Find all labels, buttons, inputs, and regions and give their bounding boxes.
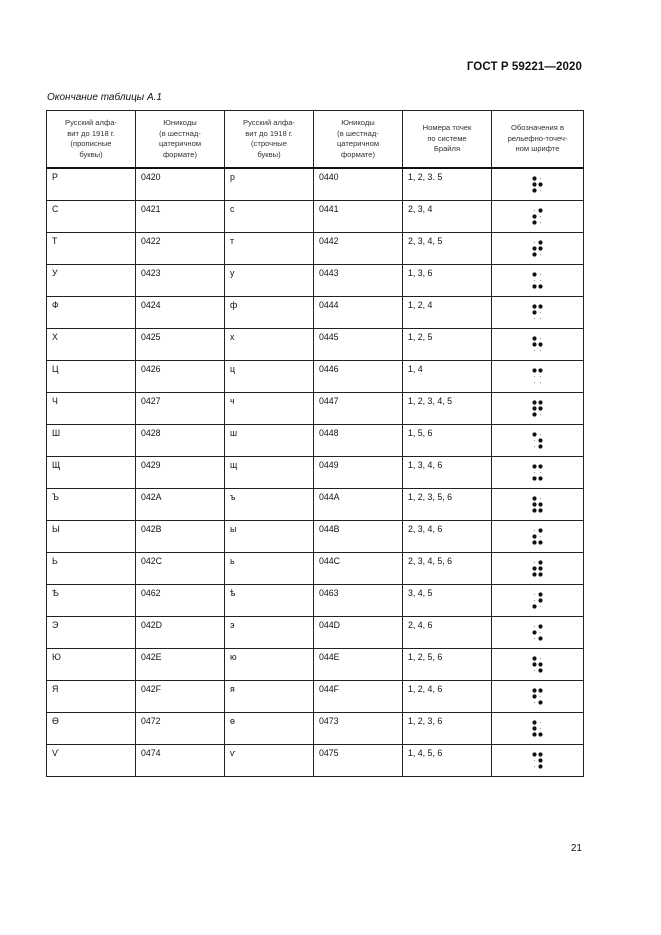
lowercase-letter-cell: р [225,168,314,201]
uppercase-letter-cell: Ъ [47,489,136,521]
braille-dot-flat [533,625,534,626]
uppercase-unicode-cell: 0426 [136,361,225,393]
braille-symbol [531,623,545,643]
braille-dot-raised [538,304,542,308]
braille-dot-raised [532,432,536,436]
braille-symbol [531,399,545,419]
table-row [47,617,584,649]
braille-dot-raised [538,624,542,628]
dot-numbers-cell: 1, 2, 4 [403,297,492,329]
braille-dot-raised [532,246,536,250]
braille-dot-raised [538,502,542,506]
braille-dot-raised [538,592,542,596]
braille-dot-raised [532,342,536,346]
lowercase-unicode-cell: 0443 [314,265,403,297]
braille-dot-raised [532,284,536,288]
braille-dot-flat [539,311,540,312]
braille-symbol-cell [492,521,584,553]
braille-dot-raised [532,464,536,468]
braille-dot-raised [532,182,536,186]
table-row [47,489,584,521]
lowercase-unicode-cell: 0475 [314,745,403,777]
braille-symbol [531,495,545,515]
braille-symbol [531,335,545,355]
dot-numbers-cell: 2, 3, 4 [403,201,492,233]
braille-dot-raised [532,272,536,276]
braille-dot-flat [533,349,534,350]
braille-dot-raised [538,572,542,576]
braille-dot-raised [538,246,542,250]
braille-dot-flat [533,759,534,760]
table-caption: Окончание таблицы А.1 [47,92,162,103]
braille-dot-raised [538,566,542,570]
uppercase-unicode-cell: 042D [136,617,225,649]
braille-dot-raised [532,220,536,224]
braille-dot-flat [539,605,540,606]
lowercase-letter-cell: ю [225,649,314,681]
braille-dot-flat [539,727,540,728]
lowercase-letter-cell: ъ [225,489,314,521]
braille-symbol [531,303,545,323]
table-row [47,265,584,297]
uppercase-unicode-cell: 042F [136,681,225,713]
braille-dot-raised [538,182,542,186]
braille-dot-raised [538,438,542,442]
dot-numbers-cell: 1, 2, 3, 5, 6 [403,489,492,521]
braille-symbol [531,431,545,451]
braille-symbol-cell [492,649,584,681]
braille-dot-raised [538,758,542,762]
uppercase-letter-cell: Ѵ [47,745,136,777]
braille-dot-flat [539,497,540,498]
braille-symbol [531,687,545,707]
lowercase-unicode-cell: 0440 [314,168,403,201]
lowercase-unicode-cell: 0463 [314,585,403,617]
braille-dot-flat [539,375,540,376]
table-row [47,649,584,681]
lowercase-letter-cell: ь [225,553,314,585]
uppercase-letter-cell: Ц [47,361,136,393]
uppercase-letter-cell: Ф [47,297,136,329]
lowercase-letter-cell: э [225,617,314,649]
uppercase-letter-cell: У [47,265,136,297]
uppercase-unicode-cell: 042B [136,521,225,553]
braille-dot-flat [539,279,540,280]
uppercase-letter-cell: Э [47,617,136,649]
braille-symbol [531,463,545,483]
table-row [47,201,584,233]
braille-dot-flat [539,273,540,274]
braille-dot-flat [539,433,540,434]
braille-dot-flat [539,657,540,658]
braille-dot-raised [532,656,536,660]
lowercase-letter-cell: щ [225,457,314,489]
lowercase-letter-cell: т [225,233,314,265]
dot-numbers-cell: 1, 2, 3. 5 [403,168,492,201]
braille-dot-raised [538,508,542,512]
braille-dot-raised [538,700,542,704]
braille-dot-raised [532,252,536,256]
braille-dot-raised [532,534,536,538]
braille-dot-raised [532,412,536,416]
braille-dot-flat [533,701,534,702]
lowercase-unicode-cell: 0447 [314,393,403,425]
braille-dot-raised [532,476,536,480]
uppercase-letter-cell: Щ [47,457,136,489]
uppercase-unicode-cell: 0425 [136,329,225,361]
braille-symbol [531,527,545,547]
braille-dot-flat [533,375,534,376]
uppercase-unicode-cell: 0462 [136,585,225,617]
braille-dot-raised [538,342,542,346]
braille-dot-flat [533,593,534,594]
braille-symbol-cell [492,329,584,361]
uppercase-unicode-cell: 0422 [136,233,225,265]
braille-dot-flat [533,241,534,242]
lowercase-letter-cell: ш [225,425,314,457]
braille-dot-flat [533,445,534,446]
braille-dot-raised [532,752,536,756]
braille-dot-flat [533,209,534,210]
dot-numbers-cell: 2, 4, 6 [403,617,492,649]
braille-dot-raised [532,540,536,544]
braille-dot-flat [539,189,540,190]
table-row [47,425,584,457]
braille-symbol-cell [492,425,584,457]
braille-symbol-cell [492,553,584,585]
braille-dot-raised [538,732,542,736]
document-code: ГОСТ Р 59221—2020 [466,61,582,73]
column-header: Обозначения в рельефно-точеч- ном шрифте [492,111,584,169]
uppercase-letter-cell: Р [47,168,136,201]
braille-dot-raised [532,400,536,404]
lowercase-unicode-cell: 044D [314,617,403,649]
braille-dot-flat [533,317,534,318]
uppercase-letter-cell: Т [47,233,136,265]
lowercase-unicode-cell: 044B [314,521,403,553]
dot-numbers-cell: 2, 3, 4, 5 [403,233,492,265]
braille-dot-flat [533,529,534,530]
braille-symbol-cell [492,457,584,489]
lowercase-unicode-cell: 0441 [314,201,403,233]
column-header: Русский алфа- вит до 1918 г. (строчные буквы) [225,111,314,169]
braille-symbol [531,655,545,675]
braille-dot-raised [532,732,536,736]
braille-dot-flat [539,695,540,696]
lowercase-letter-cell: с [225,201,314,233]
uppercase-letter-cell: Ѳ [47,713,136,745]
table-row [47,329,584,361]
braille-symbol-cell [492,265,584,297]
braille-dot-raised [538,208,542,212]
braille-symbol-cell [492,713,584,745]
lowercase-unicode-cell: 044E [314,649,403,681]
braille-dot-raised [538,476,542,480]
lowercase-letter-cell: х [225,329,314,361]
lowercase-letter-cell: ч [225,393,314,425]
braille-dot-raised [532,604,536,608]
lowercase-unicode-cell: 0445 [314,329,403,361]
page-number: 21 [570,843,582,854]
dot-numbers-cell: 1, 2, 3, 6 [403,713,492,745]
lowercase-unicode-cell: 044C [314,553,403,585]
lowercase-letter-cell: ѳ [225,713,314,745]
braille-dot-raised [538,560,542,564]
braille-dot-flat [539,381,540,382]
dot-numbers-cell: 2, 3, 4, 6 [403,521,492,553]
column-header: Юникоды (в шестнад- цатеричном формате) [314,111,403,169]
column-header: Русский алфа- вит до 1918 г. (прописные буквы) [47,111,136,169]
column-header: Номера точек по системе Брайля [403,111,492,169]
braille-symbol-cell [492,681,584,713]
braille-dot-raised [538,400,542,404]
braille-dot-flat [533,439,534,440]
braille-dot-flat [539,253,540,254]
uppercase-letter-cell: С [47,201,136,233]
uppercase-letter-cell: Ы [47,521,136,553]
lowercase-unicode-cell: 0448 [314,425,403,457]
braille-dot-raised [538,540,542,544]
braille-dot-raised [532,688,536,692]
uppercase-unicode-cell: 042E [136,649,225,681]
braille-dot-raised [538,688,542,692]
uppercase-unicode-cell: 042C [136,553,225,585]
braille-dot-flat [539,337,540,338]
braille-dot-raised [532,336,536,340]
uppercase-unicode-cell: 0421 [136,201,225,233]
table-row [47,457,584,489]
braille-dot-flat [539,221,540,222]
table-row [47,521,584,553]
uppercase-letter-cell: Ѣ [47,585,136,617]
braille-dot-flat [539,471,540,472]
braille-dot-flat [539,413,540,414]
dot-numbers-cell: 1, 4, 5, 6 [403,745,492,777]
braille-dot-flat [539,317,540,318]
braille-symbol [531,559,545,579]
uppercase-letter-cell: Я [47,681,136,713]
uppercase-unicode-cell: 0429 [136,457,225,489]
braille-symbol-cell [492,489,584,521]
braille-dot-flat [533,599,534,600]
braille-dot-raised [532,508,536,512]
uppercase-letter-cell: Х [47,329,136,361]
braille-symbol [531,239,545,259]
uppercase-unicode-cell: 0424 [136,297,225,329]
braille-dot-raised [532,304,536,308]
braille-dot-raised [538,406,542,410]
uppercase-letter-cell: Ш [47,425,136,457]
uppercase-letter-cell: Ю [47,649,136,681]
lowercase-letter-cell: ы [225,521,314,553]
braille-dot-flat [533,637,534,638]
braille-dot-raised [532,630,536,634]
dot-numbers-cell: 1, 2, 3, 4, 5 [403,393,492,425]
braille-symbol [531,175,545,195]
braille-symbol-cell [492,201,584,233]
lowercase-letter-cell: ѣ [225,585,314,617]
uppercase-unicode-cell: 042A [136,489,225,521]
uppercase-letter-cell: Ь [47,553,136,585]
braille-dot-flat [539,535,540,536]
braille-dot-raised [532,368,536,372]
braille-symbol [531,719,545,739]
braille-dot-flat [539,177,540,178]
dot-numbers-cell: 1, 5, 6 [403,425,492,457]
braille-dot-flat [539,215,540,216]
table-row [47,168,584,201]
lowercase-unicode-cell: 0446 [314,361,403,393]
lowercase-letter-cell: ф [225,297,314,329]
braille-dot-raised [532,572,536,576]
uppercase-letter-cell: Ч [47,393,136,425]
lowercase-letter-cell: ѵ [225,745,314,777]
braille-dot-flat [533,765,534,766]
braille-dot-raised [538,764,542,768]
braille-symbol [531,207,545,227]
braille-dot-raised [538,464,542,468]
braille-symbol [531,271,545,291]
uppercase-unicode-cell: 0472 [136,713,225,745]
braille-table [46,110,584,777]
braille-dot-flat [539,349,540,350]
dot-numbers-cell: 1, 4 [403,361,492,393]
braille-dot-flat [533,669,534,670]
braille-symbol [531,591,545,611]
braille-symbol-cell [492,617,584,649]
dot-numbers-cell: 1, 3, 4, 6 [403,457,492,489]
lowercase-unicode-cell: 044F [314,681,403,713]
column-header: Юникоды (в шестнад- цатеричном формате) [136,111,225,169]
braille-dot-raised [532,176,536,180]
dot-numbers-cell: 1, 2, 4, 6 [403,681,492,713]
braille-dot-raised [532,214,536,218]
table-row [47,681,584,713]
braille-dot-raised [538,444,542,448]
table-row [47,713,584,745]
braille-dot-raised [538,662,542,666]
dot-numbers-cell: 1, 2, 5 [403,329,492,361]
braille-dot-raised [538,636,542,640]
braille-dot-raised [538,598,542,602]
braille-dot-raised [532,496,536,500]
table-row [47,553,584,585]
dot-numbers-cell: 1, 3, 6 [403,265,492,297]
braille-dot-raised [532,566,536,570]
braille-dot-flat [539,721,540,722]
braille-dot-raised [538,240,542,244]
braille-dot-flat [539,631,540,632]
braille-dot-raised [538,668,542,672]
table-row [47,585,584,617]
table-row [47,233,584,265]
braille-symbol [531,367,545,387]
braille-dot-raised [538,752,542,756]
lowercase-letter-cell: ц [225,361,314,393]
uppercase-unicode-cell: 0474 [136,745,225,777]
braille-symbol-cell [492,745,584,777]
braille-dot-raised [538,368,542,372]
lowercase-letter-cell: у [225,265,314,297]
braille-symbol-cell [492,168,584,201]
braille-dot-raised [532,188,536,192]
braille-dot-flat [533,561,534,562]
lowercase-letter-cell: я [225,681,314,713]
uppercase-unicode-cell: 0420 [136,168,225,201]
dot-numbers-cell: 2, 3, 4, 5, 6 [403,553,492,585]
braille-symbol-cell [492,585,584,617]
lowercase-unicode-cell: 0473 [314,713,403,745]
dot-numbers-cell: 3, 4, 5 [403,585,492,617]
braille-dot-raised [532,662,536,666]
braille-symbol-cell [492,297,584,329]
braille-dot-raised [532,406,536,410]
braille-dot-raised [538,284,542,288]
braille-dot-raised [532,726,536,730]
uppercase-unicode-cell: 0428 [136,425,225,457]
braille-dot-flat [533,381,534,382]
braille-dot-raised [532,310,536,314]
table-header-row [47,111,584,169]
table-row [47,745,584,777]
braille-symbol [531,751,545,771]
lowercase-unicode-cell: 044A [314,489,403,521]
braille-dot-flat [533,471,534,472]
table-row [47,393,584,425]
braille-dot-raised [532,720,536,724]
braille-dot-raised [532,502,536,506]
braille-dot-raised [532,694,536,698]
table-row [47,361,584,393]
braille-symbol-cell [492,361,584,393]
lowercase-unicode-cell: 0444 [314,297,403,329]
braille-symbol-cell [492,393,584,425]
table-row [47,297,584,329]
lowercase-unicode-cell: 0449 [314,457,403,489]
braille-dot-flat [533,279,534,280]
uppercase-unicode-cell: 0427 [136,393,225,425]
uppercase-unicode-cell: 0423 [136,265,225,297]
lowercase-unicode-cell: 0442 [314,233,403,265]
braille-symbol-cell [492,233,584,265]
braille-dot-raised [538,528,542,532]
dot-numbers-cell: 1, 2, 5, 6 [403,649,492,681]
